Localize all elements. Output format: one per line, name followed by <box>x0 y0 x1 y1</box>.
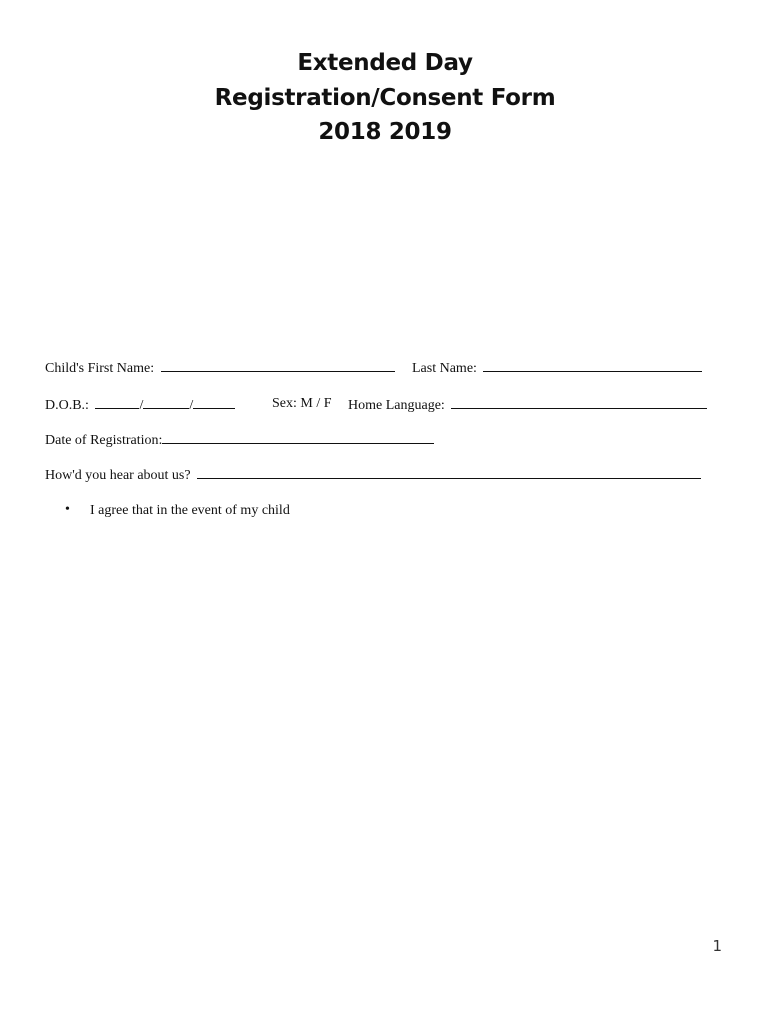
registration-date-field[interactable] <box>162 431 434 444</box>
last-name-label: Last Name: <box>412 361 477 376</box>
sex-row <box>272 396 332 412</box>
hear-about-field[interactable] <box>197 466 701 479</box>
dob-separator: / <box>189 398 194 413</box>
home-language-label: Home Language: <box>348 398 445 413</box>
dob-label: D.O.B.: <box>45 398 89 413</box>
form-title-line2: Registration/Consent Form <box>214 85 556 111</box>
first-name-label: Child's First Name: <box>45 361 155 376</box>
hear-about-label: How'd you hear about us? <box>45 468 191 483</box>
consent-bullet: • <box>65 502 70 517</box>
last-name-field[interactable] <box>483 359 702 372</box>
hear-about-row <box>45 466 701 484</box>
first-name-row <box>45 359 395 377</box>
consent-item: I agree that in the event of my child <box>90 503 290 518</box>
form-title-year: 2018 2019 <box>318 119 452 145</box>
last-name-row <box>412 359 702 377</box>
home-language-field[interactable] <box>451 396 707 409</box>
dob-separator: / <box>139 398 144 413</box>
registration-date-row <box>45 431 434 449</box>
dob-row <box>45 396 235 414</box>
first-name-field[interactable] <box>161 359 395 372</box>
form-title-line1: Extended Day <box>297 50 473 76</box>
dob-month-field[interactable] <box>95 396 139 409</box>
page-number: 1 <box>712 937 722 955</box>
dob-year-field[interactable] <box>193 396 235 409</box>
sex-label[interactable]: Sex: M / F <box>272 396 332 411</box>
registration-date-label: Date of Registration: <box>45 433 163 448</box>
dob-day-field[interactable] <box>143 396 189 409</box>
home-language-row <box>348 396 707 414</box>
